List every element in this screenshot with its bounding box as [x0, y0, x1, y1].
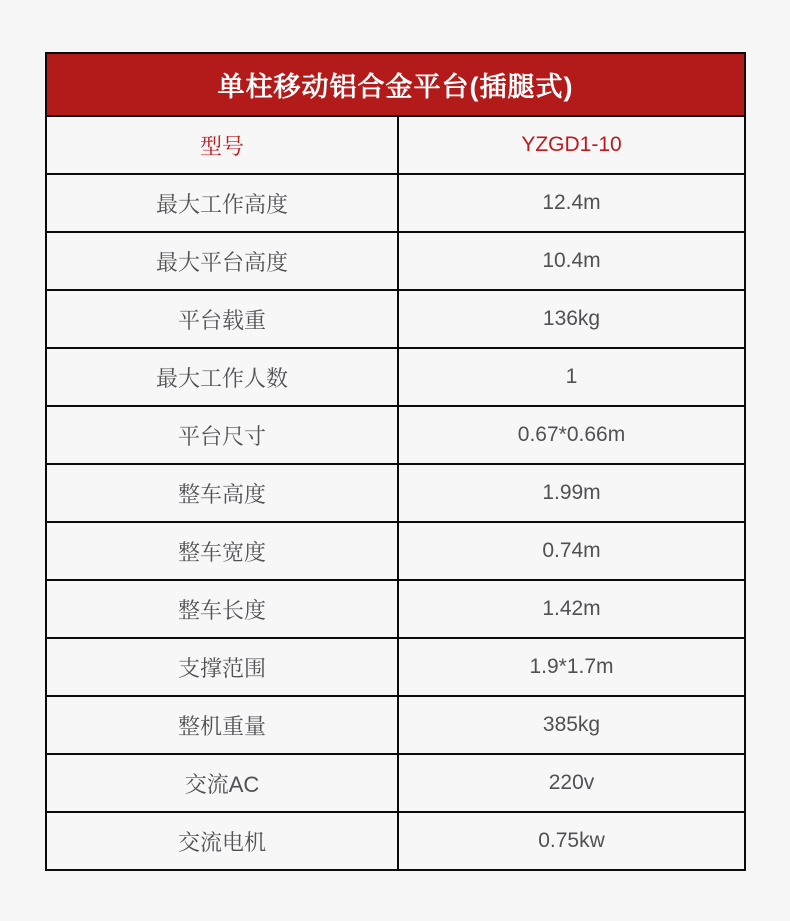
table-row — [46, 522, 745, 580]
table-row — [46, 580, 745, 638]
spec-value: 1.42m — [398, 580, 745, 638]
spec-table — [45, 52, 746, 871]
spec-value: 1.9*1.7m — [398, 638, 745, 696]
table-row — [46, 116, 745, 174]
spec-value: 0.67*0.66m — [398, 406, 745, 464]
table-row — [46, 232, 745, 290]
spec-label: 整车高度 — [46, 464, 398, 522]
spec-value: 12.4m — [398, 174, 745, 232]
table-row — [46, 406, 745, 464]
table-row — [46, 464, 745, 522]
table-row — [46, 754, 745, 812]
spec-label: 整机重量 — [46, 696, 398, 754]
spec-label: 交流AC — [46, 754, 398, 812]
spec-label: 整车宽度 — [46, 522, 398, 580]
spec-value: 1 — [398, 348, 745, 406]
spec-label: 整车长度 — [46, 580, 398, 638]
spec-label: 支撑范围 — [46, 638, 398, 696]
spec-label: 平台尺寸 — [46, 406, 398, 464]
table-row — [46, 638, 745, 696]
table-row — [46, 290, 745, 348]
table-row — [46, 174, 745, 232]
spec-label: 交流电机 — [46, 812, 398, 870]
table-row — [46, 812, 745, 870]
spec-label: 最大工作高度 — [46, 174, 398, 232]
table-row — [46, 348, 745, 406]
spec-label: 最大工作人数 — [46, 348, 398, 406]
table-row — [46, 696, 745, 754]
spec-label: 最大平台高度 — [46, 232, 398, 290]
spec-table-body — [46, 116, 745, 870]
spec-value: 0.75kw — [398, 812, 745, 870]
spec-value: 220v — [398, 754, 745, 812]
spec-label: 型号 — [46, 116, 398, 174]
spec-value: 385kg — [398, 696, 745, 754]
spec-value: 1.99m — [398, 464, 745, 522]
spec-value: 0.74m — [398, 522, 745, 580]
table-header-row — [46, 53, 745, 116]
spec-value: 136kg — [398, 290, 745, 348]
spec-value: YZGD1-10 — [398, 116, 745, 174]
table-title: 单柱移动铝合金平台(插腿式) — [46, 53, 745, 116]
spec-label: 平台载重 — [46, 290, 398, 348]
spec-value: 10.4m — [398, 232, 745, 290]
